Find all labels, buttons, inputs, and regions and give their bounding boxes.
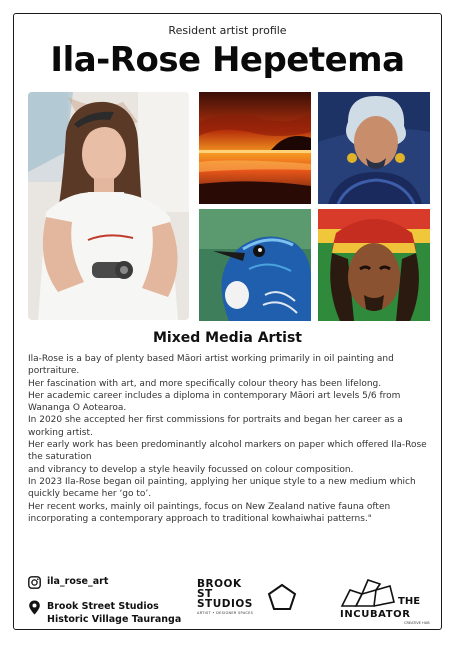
artist-bio <box>28 353 428 525</box>
tui-bird-painting <box>199 209 311 321</box>
brook-logo-line-1: BROOK ST <box>197 578 242 600</box>
location-line-1: Brook Street Studios <box>47 601 159 612</box>
instagram-handle[interactable]: ila_rose_art <box>47 576 109 587</box>
incubator-logo-the: THE <box>398 596 421 607</box>
brook-logo-tagline: ARTIST • DESIGNER SPACES <box>197 611 254 615</box>
artist-role: Mixed Media Artist <box>153 330 302 346</box>
musician-portrait-painting <box>318 209 430 321</box>
bio-paragraph: In 2023 Ila-Rose began oil painting, applying her unique style to a new medium which quickly became her ‘go to’. <box>28 476 416 500</box>
bio-paragraph: Her early work has been predominantly alcohol markers on paper which offered Ila-Rose the saturation <box>28 440 427 463</box>
page-subtitle: Resident artist profile <box>168 24 287 37</box>
brook-st-studios-logo <box>197 579 297 615</box>
bio-paragraph: Her recent works, mainly oil paintings, focus on New Zealand native fauna often incorporating a contemporary approach to traditional kowhaiwhai patterns." <box>28 501 391 524</box>
profile-page <box>13 13 442 630</box>
sunset-painting <box>199 92 311 204</box>
brook-logo-line-2: STUDIOS <box>197 598 253 610</box>
bio-paragraph: and vibrancy to develop a style heavily focussed on colour composition. <box>28 464 354 475</box>
location-pin-icon <box>28 600 41 613</box>
artist-name: Ila-Rose Hepetema <box>50 40 405 80</box>
contact-info <box>28 576 181 626</box>
bio-paragraph: Her fascination with art, and more specifically colour theory has been lifelong. <box>28 378 382 389</box>
bio-paragraph: In 2020 she accepted her first commissions for portraits and began her career as a working artist. <box>28 415 403 438</box>
bio-paragraph: Her academic career includes a diploma in contemporary Māori art levels 5/6 from Wananga O Aotearoa. <box>28 390 401 414</box>
incubator-logo-tagline: CREATIVE HUB <box>404 621 430 625</box>
location-line-2: Historic Village Tauranga <box>47 614 182 625</box>
instagram-icon <box>28 576 41 589</box>
bio-paragraph: Ila-Rose is a bay of plenty based Māori artist working primarily in oil painting and portraiture. <box>28 354 394 377</box>
pentagon-icon <box>267 583 297 611</box>
incubator-logo-name: INCUBATOR <box>340 609 411 620</box>
artist-photo <box>28 92 189 320</box>
kuia-portrait-painting <box>318 92 430 204</box>
